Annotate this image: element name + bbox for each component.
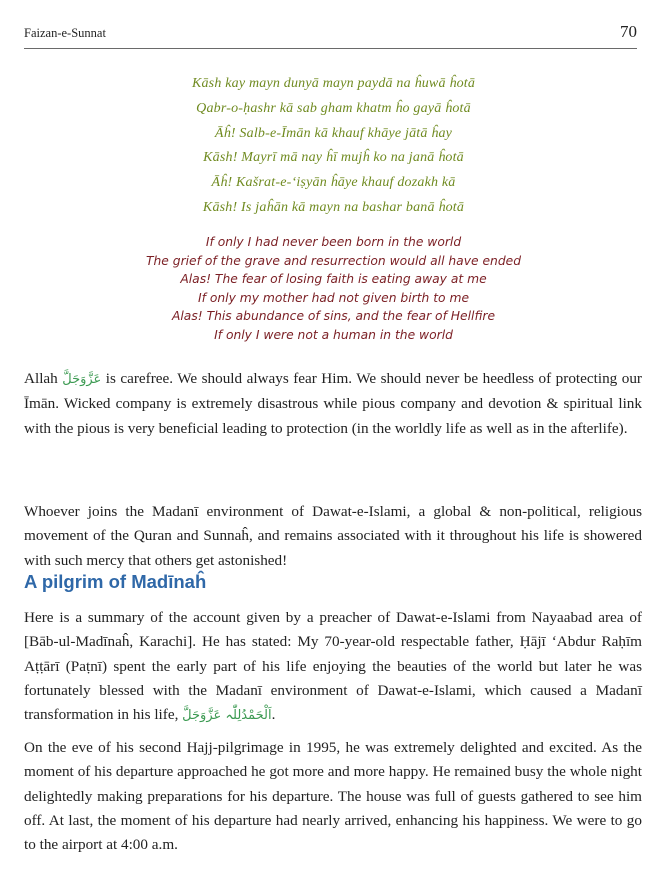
translation-line: If only I were not a human in the world (214, 327, 453, 342)
poem-line: Kāsh! Is jaĥān kā mayn na bashar banā ĥotā (202, 199, 465, 215)
paragraph-hajj-departure: On the eve of his second Hajj-pilgrimage in 1995, he was extremely delighted and excited. As the moment of his departure approached he got more and more happy. He remained busy the whole night delightedly making preparations for his departure. The house was full of guests gathered to see him off. At last, the moment of his departure had nearly arrived, enhancing his happiness. We were to go to the airport at 4:00 a.m. (24, 739, 642, 854)
translation-line: Alas! This abundance of sins, and the fear of Hellfire (171, 309, 496, 324)
book-title: Faizan-e-Sunnat (24, 26, 106, 40)
paragraph-text: is carefree. We should always fear Him. We should never be heedless of protecting our Īmān. Wicked company is extremely disastrous while pious company and devotion & spiritual link with the pious is very beneficial leading to protection (in the worldly life as well as in the afterlife). (24, 370, 642, 437)
poem-line: Kāsh kay mayn dunyā mayn paydā na ĥuwā ĥotā (191, 76, 476, 91)
arabic-honorific: عَزَّوَجَلَّ (62, 372, 102, 387)
paragraph-pilgrim-account (24, 606, 642, 728)
arabic-praise: اَلْحَمْدُلِلّٰہ عَزَّوَجَلَّ (182, 708, 272, 724)
poem-line: Āĥ! Kašrat-e-‘iṣyān ĥāye khauf dozakh kā (211, 175, 456, 191)
page-number: 70 (620, 22, 637, 41)
page-header (24, 22, 637, 49)
paragraph-fear-of-allah (24, 367, 642, 441)
poem-line: Āĥ! Salb-e-Īmān kā khauf khāye jātā ĥay (214, 125, 453, 141)
paragraph-text: Here is a summary of the account given by a preacher of Dawat-e-Islami from Nayaabad area of [Bāb-ul-Madīnaĥ, Karachi]. He has stated: My 70-year-old respectable father, Ḥājī ‘Abdur Raḥīm Aṭṭārī (Paṭnī) spent the early part of his life enjoying the beauties of the world but later he was fortunately blessed with the Madanī environment of Dawat-e-Islami, which caused a Madanī transformation in his life, (24, 609, 642, 724)
translation-line: The grief of the grave and resurrection would all have ended (145, 253, 522, 268)
poem-block (0, 72, 667, 221)
poem-line: Qabr-o-ḥashr kā sab gham khatm ĥo gayā ĥotā (196, 100, 471, 116)
section-heading: A pilgrim of Madīnaĥ (24, 571, 207, 592)
translation-line: If only I had never been born in the world (205, 235, 462, 249)
translation-block (0, 233, 667, 345)
paragraph-text: . (271, 706, 276, 724)
translation-line: If only my mother had not given birth to me (197, 290, 470, 305)
paragraph-madani-environment: Whoever joins the Madanī environment of Dawat-e-Islami, a global & non-political, religious movement of the Quran and Sunnaĥ, and remains associated with it throughout his life is showered with such mercy that others get astonished! (24, 503, 642, 569)
poem-line: Kāsh! Mayrī mā nay ĥī mujĥ ko na janā ĥotā (203, 150, 464, 166)
paragraph-text: Allah (24, 370, 63, 387)
translation-line: Alas! The fear of losing faith is eating away at me (180, 272, 487, 287)
